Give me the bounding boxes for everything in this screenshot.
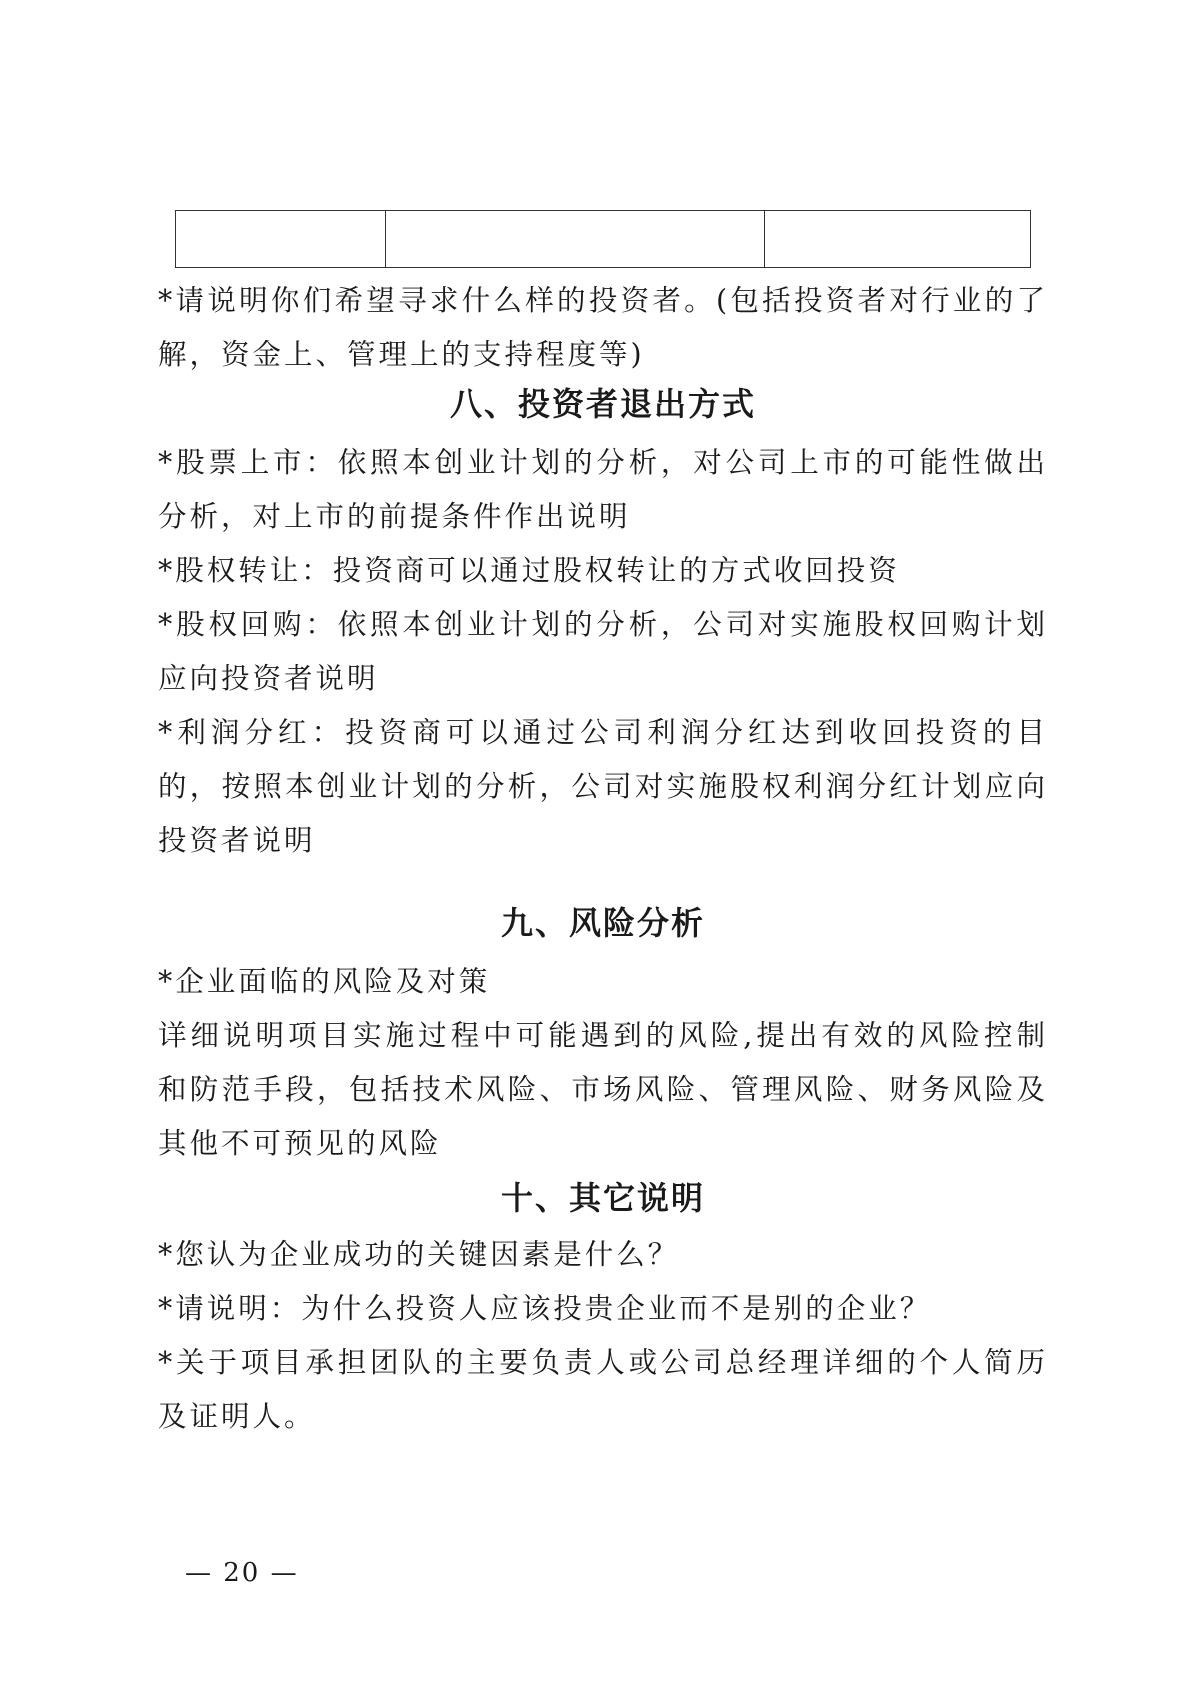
investor-table bbox=[175, 210, 1031, 268]
page-number: — 20 — bbox=[185, 1558, 299, 1588]
table-row bbox=[176, 211, 1031, 268]
section-8-heading: 八、投资者退出方式 bbox=[449, 385, 756, 423]
exit-equity-transfer: *股权转让：投资商可以通过股权转让的方式收回投资 bbox=[158, 554, 900, 587]
other-team-resume: *关于项目承担团队的主要负责人或公司总经理详细的个人简历及证明人。 bbox=[158, 1346, 1048, 1433]
risk-detail: 详细说明项目实施过程中可能遇到的风险,提出有效的风险控制和防范手段，包括技术风险、市场风险、管理风险、财务风险及其他不可预见的风险 bbox=[158, 1019, 1048, 1160]
other-key-factors: *您认为企业成功的关键因素是什么？ bbox=[158, 1238, 680, 1271]
section-10-heading: 十、其它说明 bbox=[500, 1179, 705, 1217]
exit-profit-dividend: *利润分红：投资商可以通过公司利润分红达到收回投资的目的，按照本创业计划的分析，公司对实施股权利润分红计划应向投资者说明 bbox=[158, 716, 1048, 857]
table-cell bbox=[386, 211, 765, 268]
exit-equity-buyback: *股权回购：依照本创业计划的分析，公司对实施股权回购计划应向投资者说明 bbox=[158, 608, 1048, 695]
risk-intro: *企业面临的风险及对策 bbox=[158, 965, 491, 998]
exit-ipo: *股票上市：依照本创业计划的分析，对公司上市的可能性做出分析，对上市的前提条件作出说明 bbox=[158, 446, 1048, 533]
investor-note: *请说明你们希望寻求什么样的投资者。(包括投资者对行业的了解，资金上、管理上的支持程度等) bbox=[158, 284, 1048, 371]
other-why-invest: *请说明：为什么投资人应该投贵企业而不是别的企业？ bbox=[158, 1292, 932, 1325]
section-9-heading: 九、风险分析 bbox=[500, 904, 705, 942]
table-cell bbox=[176, 211, 386, 268]
table-cell bbox=[765, 211, 1031, 268]
